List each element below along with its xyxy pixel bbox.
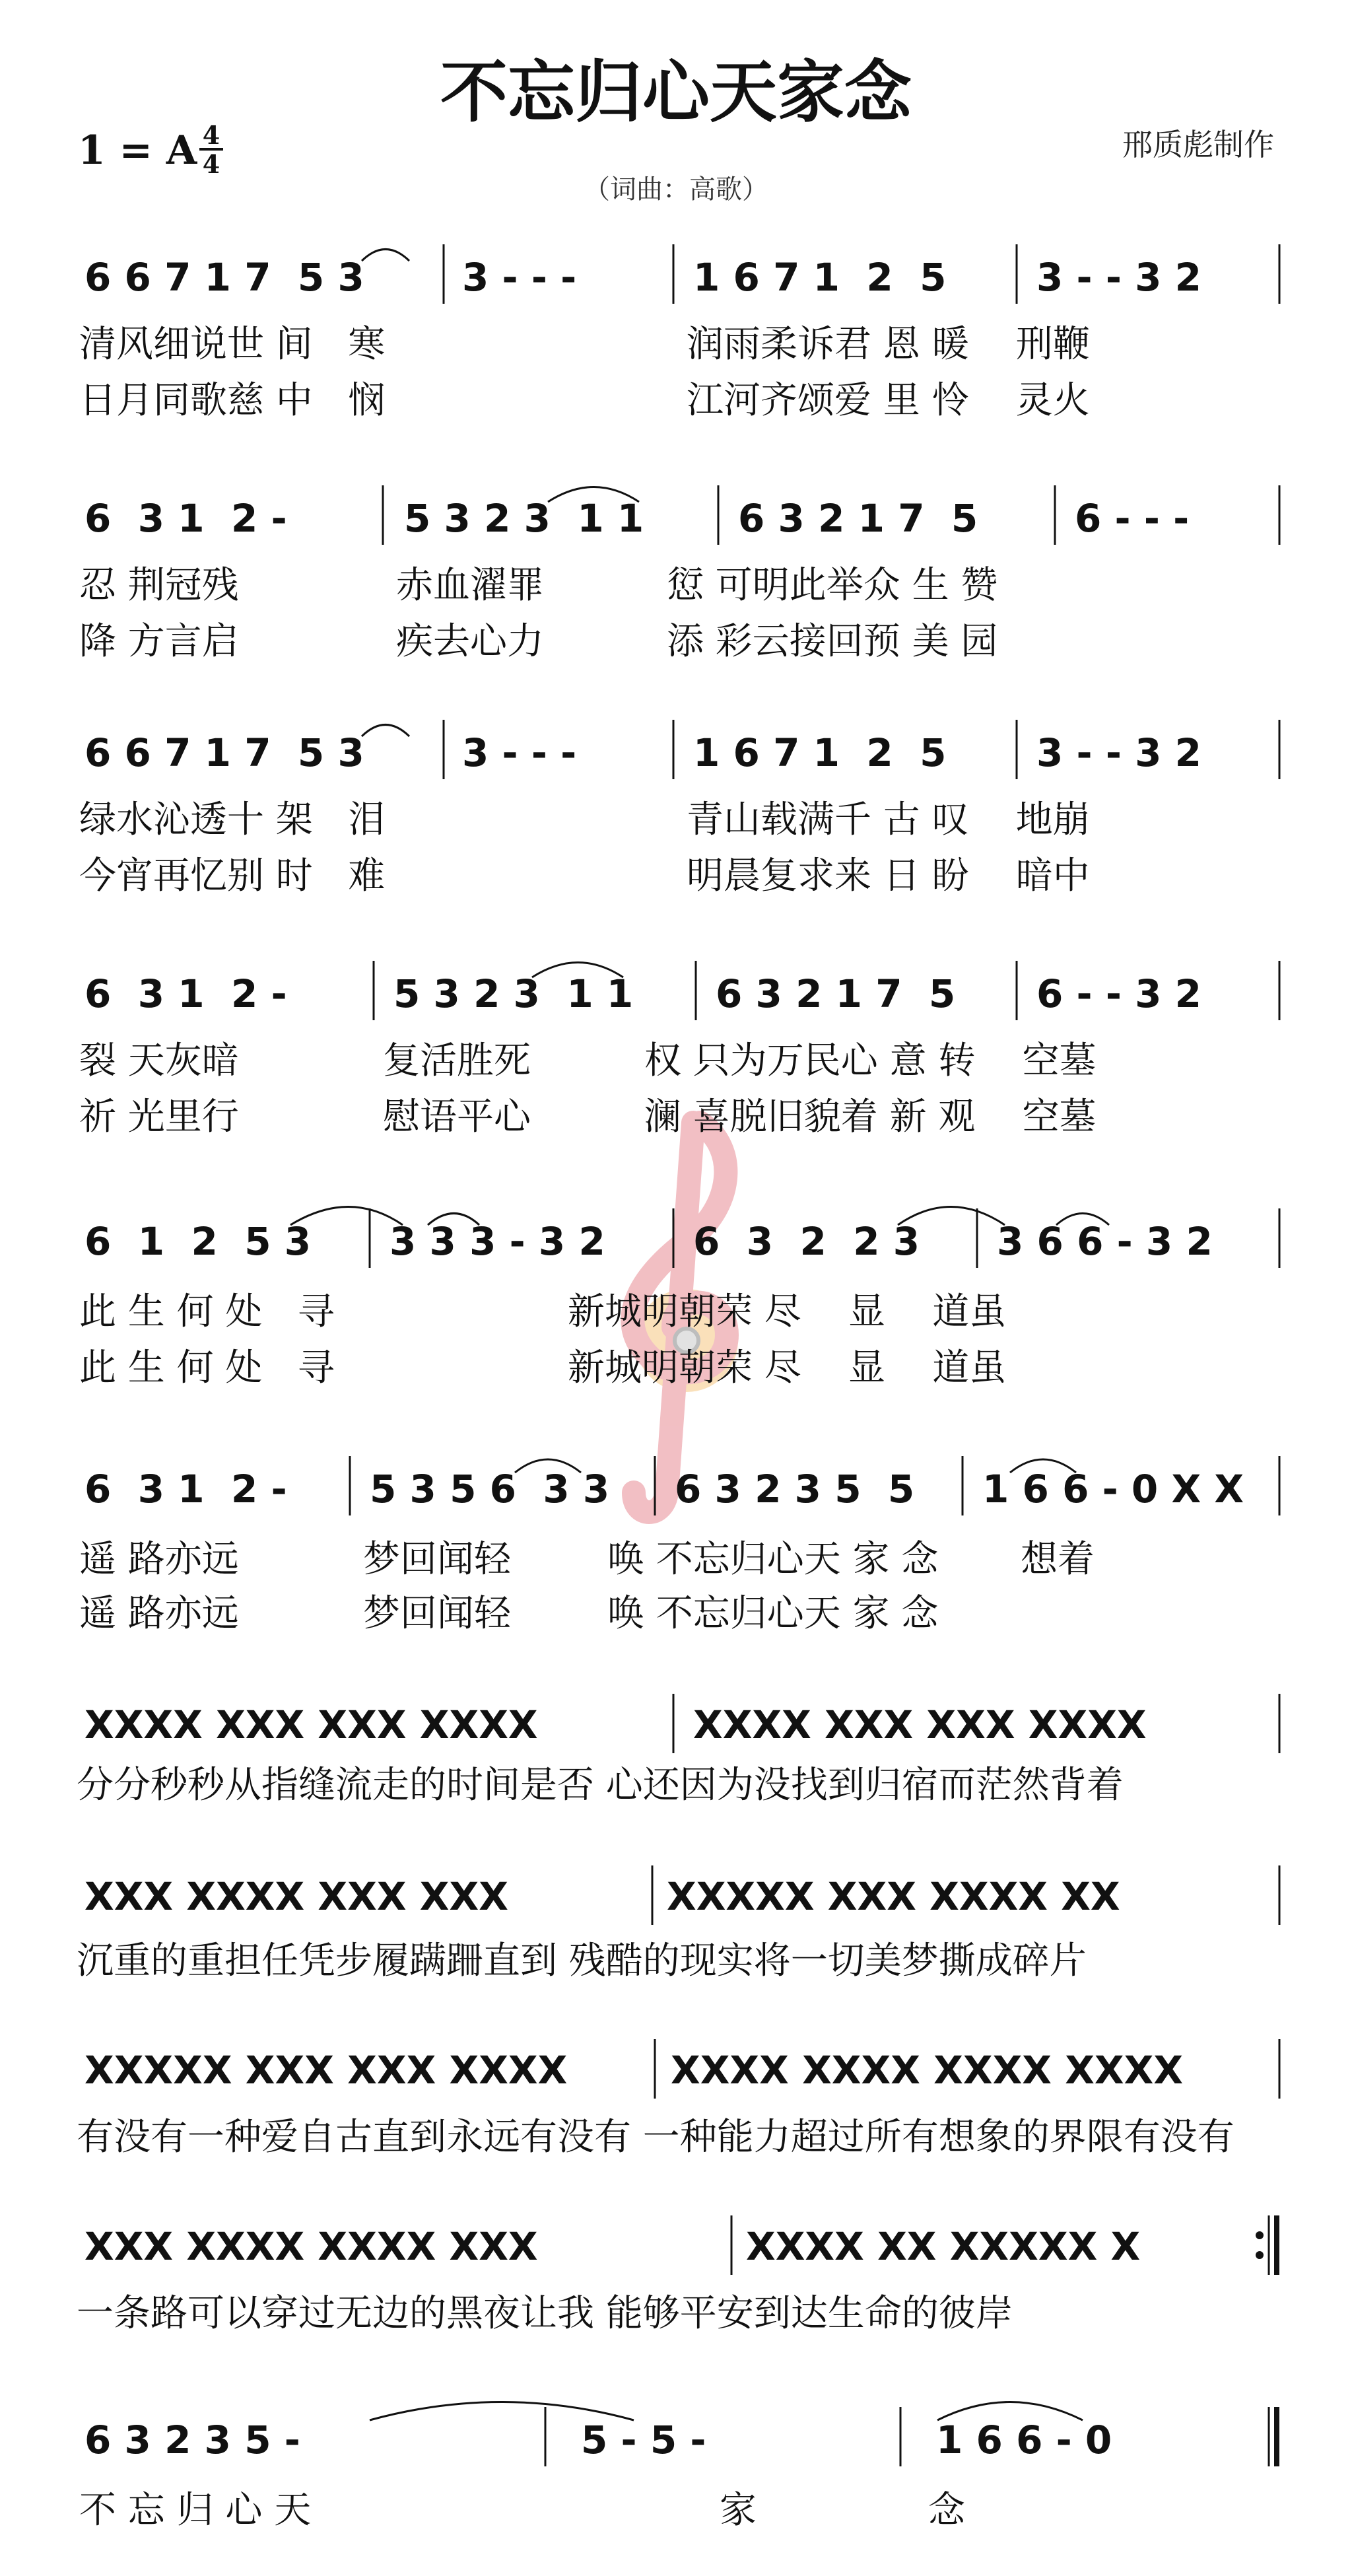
measure-notes: 6 3 2 3 5 - — [84, 2418, 300, 2462]
system-10 — [77, 2215, 1277, 2335]
measure-notes: 6 3 1 2 - — [84, 496, 287, 541]
lyric-line: 疾去心力 — [396, 620, 544, 663]
lyric-line: 绿水沁透十 架 泪 — [79, 798, 386, 841]
time-signature-top: 4 — [202, 120, 220, 150]
lyric-line: 梦回闻轻 — [363, 1592, 511, 1635]
lyric-line: 日月同歌慈 中 悯 — [79, 379, 386, 422]
system-9 — [77, 2039, 1279, 2159]
measure-notes: 3 - - - — [462, 730, 577, 775]
lyric-line: 不 忘 归 心 天 — [79, 2489, 312, 2532]
measure-notes: XXXXX XXX XXXX XX — [667, 1874, 1120, 1919]
time-signature-bottom: 4 — [202, 149, 220, 179]
lyric-line: 降 方言启 — [79, 620, 239, 663]
measure-notes: XXX XXXX XXX XXX — [84, 1874, 508, 1919]
lyric-line: 权 只为万民心 意 转 空墓 — [644, 1039, 1097, 1082]
lyric-line: 沉重的重担任凭步履蹒跚直到 残酷的现实将一切美梦撕成碎片 — [77, 1939, 1087, 1982]
measure-notes: 6 3 2 1 7 5 — [716, 971, 956, 1016]
measure-notes: 1 6 7 1 2 5 — [693, 730, 947, 775]
lyric-line: 念 — [928, 2489, 965, 2532]
measure-notes: 3 6 6 - 3 2 — [997, 1219, 1213, 1264]
measure-notes: XXXX XXX XXX XXXX — [693, 1702, 1147, 1747]
measure-notes: 6 1 2 5 3 — [84, 1219, 312, 1264]
measure-notes: XXXX XXX XXX XXXX — [84, 1702, 538, 1747]
lyric-line: 分分秒秒从指缝流走的时间是否 心还因为没找到归宿而茫然背着 — [77, 1764, 1124, 1807]
lyric-line: 愆 可明此举众 生 赞 — [667, 564, 998, 607]
measure-notes: 5 3 5 6 3 3 — [370, 1467, 610, 1512]
system-3 — [79, 720, 1279, 897]
measure-notes: 6 3 2 2 3 — [693, 1219, 920, 1264]
system-11 — [79, 2407, 1277, 2532]
lyric-line: 江河齐颂爱 里 怜 灵火 — [687, 379, 1090, 422]
measure-notes: 6 3 1 2 - — [84, 1467, 287, 1512]
key-signature: 1 = A — [78, 127, 197, 174]
lyric-line: 家 — [720, 2489, 757, 2532]
lyric-line: 此 生 何 处 寻 — [79, 1346, 335, 1389]
measure-notes: 5 - 5 - — [581, 2418, 706, 2462]
measure-notes: 3 3 3 - 3 2 — [389, 1219, 605, 1264]
measure-notes: 1 6 7 1 2 5 — [693, 255, 947, 300]
measure-notes: XXXX XXXX XXXX XXXX — [671, 2048, 1184, 2093]
system-8 — [77, 1865, 1279, 1982]
measure-notes: 6 - - 3 2 — [1036, 971, 1201, 1016]
measure-notes: 6 3 2 3 5 5 — [675, 1467, 915, 1512]
lyric-line: 清风细说世 间 寒 — [79, 323, 386, 366]
measure-notes: 6 - - - — [1075, 496, 1190, 541]
lyric-line: 添 彩云接回预 美 园 — [667, 620, 998, 663]
system-6 — [79, 1456, 1279, 1635]
lyric-line: 明晨复求来 日 盼 暗中 — [687, 854, 1090, 897]
measure-notes: 5 3 2 3 1 1 — [404, 496, 644, 541]
lyrics-music-credit: （词曲：高歌） — [584, 174, 768, 205]
lyric-line: 此 生 何 处 寻 — [79, 1290, 335, 1333]
lyric-line: 澜 喜脱旧貌着 新 观 空墓 — [644, 1096, 1097, 1138]
lyric-line: 复活胜死 — [383, 1039, 531, 1082]
lyric-line: 祈 光里行 — [79, 1096, 239, 1138]
arranger-credit: 邢质彪制作 — [1122, 127, 1274, 162]
lyric-line: 一条路可以穿过无边的黑夜让我 能够平安到达生命的彼岸 — [77, 2292, 1013, 2335]
lyric-line: 青山载满千 古 叹 地崩 — [687, 798, 1090, 841]
measure-notes: 1 6 6 - 0 X X — [982, 1467, 1244, 1512]
measure-notes: 3 - - 3 2 — [1036, 255, 1201, 300]
measure-notes: XXXXX XXX XXX XXXX — [84, 2048, 568, 2093]
song-title: 不忘归心天家念 — [440, 53, 912, 132]
lyric-line: 遥 路亦远 — [79, 1592, 239, 1635]
measure-notes: XXX XXXX XXXX XXX — [84, 2224, 538, 2269]
lyric-line: 新城明朝荣 尽 显 道虽 — [568, 1346, 1007, 1389]
measure-notes: 5 3 2 3 1 1 — [393, 971, 634, 1016]
measure-notes: 1 6 6 - 0 — [936, 2418, 1112, 2462]
lyric-line: 梦回闻轻 — [363, 1538, 511, 1581]
lyric-line: 有没有一种爱自古直到永远有没有 一种能力超过所有想象的界限有没有 — [77, 2116, 1234, 2159]
system-7 — [77, 1694, 1279, 1807]
measure-notes: 6 6 7 1 7 5 3 — [84, 255, 364, 300]
repeat-end-sign — [1256, 2215, 1277, 2275]
lyric-line: 慰语平心 — [383, 1096, 531, 1138]
lyric-line: 赤血濯罪 — [396, 564, 544, 607]
lyric-line: 新城明朝荣 尽 显 道虽 — [568, 1290, 1007, 1333]
measure-notes: XXXX XX XXXXX X — [746, 2224, 1141, 2269]
measure-notes: 6 3 1 2 - — [84, 971, 287, 1016]
lyric-line: 唤 不忘归心天 家 念 — [607, 1592, 939, 1635]
lyric-line: 忍 荆冠残 — [79, 564, 239, 607]
system-1 — [79, 244, 1279, 422]
measure-notes: 3 - - 3 2 — [1036, 730, 1201, 775]
final-barline — [1269, 2407, 1277, 2466]
lyric-line: 今宵再忆别 时 难 — [79, 854, 386, 897]
system-2 — [79, 485, 1279, 663]
lyric-line: 遥 路亦远 — [79, 1538, 239, 1581]
lyric-line: 唤 不忘归心天 家 念 想着 — [607, 1538, 1095, 1581]
measure-notes: 3 - - - — [462, 255, 577, 300]
measure-notes: 6 3 2 1 7 5 — [738, 496, 978, 541]
lyric-line: 裂 天灰暗 — [79, 1039, 239, 1082]
measure-notes: 6 6 7 1 7 5 3 — [84, 730, 364, 775]
system-4 — [79, 961, 1279, 1138]
lyric-line: 润雨柔诉君 恩 暖 刑鞭 — [687, 323, 1090, 366]
